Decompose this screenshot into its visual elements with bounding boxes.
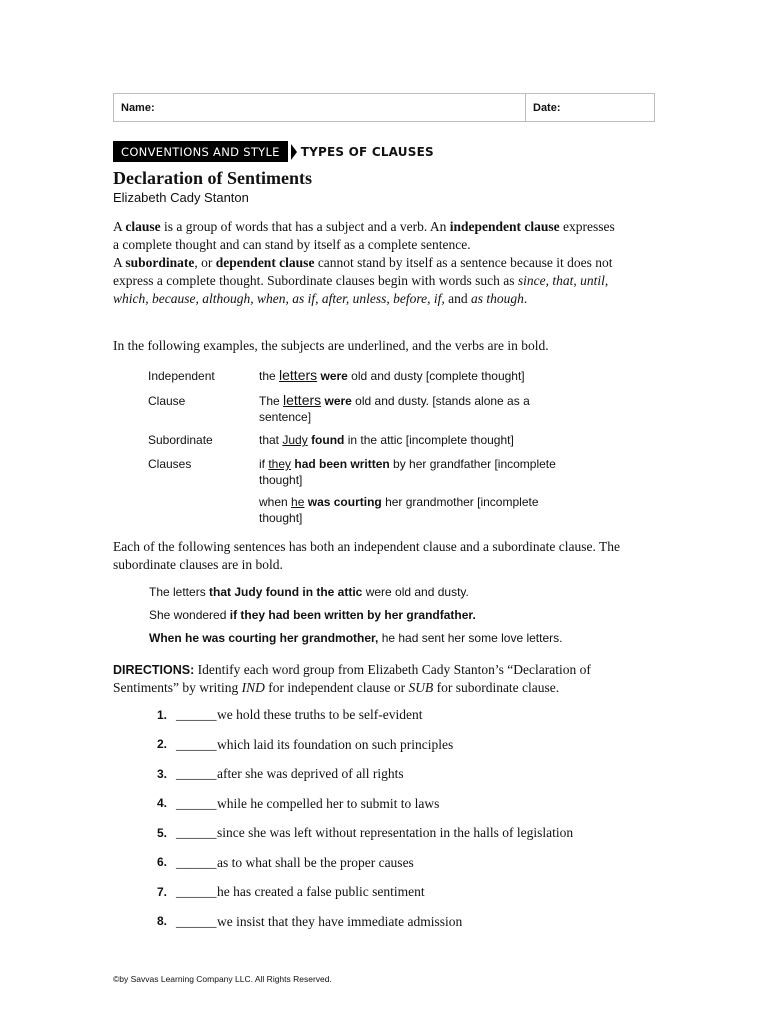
example-label-independent: Independent [148,369,215,383]
question-text: we hold these truths to be self-evident [217,707,423,722]
question-number: 8. [156,914,167,928]
question-text: we insist that they have immediate admission [217,914,463,929]
section2-intro: Each of the following sentences has both an independent clause and a subordinate clause. The subordinate clauses are in bold. [113,539,620,573]
answer-blank[interactable]: ______ [176,825,217,840]
answer-blank[interactable]: ______ [176,884,217,899]
intro-paragraph-2: A subordinate, or dependent clause cannot stand by itself as a sentence because it does not express a complete thought. Subordinate clauses begin with words such as since, that, until, which, because, although, when, as if, after, unless, before, if, and as though. [113,255,613,307]
example-row: if they had been written by her grandfather [incomplete thought] [259,457,556,487]
page-author: Elizabeth Cady Stanton [113,190,249,205]
example-label-clause: Clause [148,394,186,408]
answer-blank[interactable]: ______ [176,737,217,752]
question-text: since she was left without representation in the halls of legislation [217,825,574,840]
answer-blank[interactable]: ______ [176,855,217,870]
answer-blank[interactable]: ______ [176,766,217,781]
banner-topic: TYPES OF CLAUSES [300,144,434,159]
question-number: 1. [156,708,167,722]
banner-tag: CONVENTIONS AND STYLE [113,141,288,162]
question-text: as to what shall be the proper causes [217,855,414,870]
intro-paragraph-1: A clause is a group of words that has a subject and a verb. An independent clause expresses a complete thought and can stand by itself as a complete sentence. [113,219,615,253]
date-label: Date: [533,101,561,114]
example-label-clauses: Clauses [148,457,192,471]
question-number: 2. [156,737,167,751]
question-number: 3. [156,767,167,781]
banner-arrow-icon [291,144,297,160]
example-row: The letters were old and dusty. [stands alone as a sentence] [259,392,530,424]
example-sentence-3: When he was courting her grandmother, he had sent her some love letters. [149,631,563,645]
question-text: after she was deprived of all rights [217,766,404,781]
question-number: 4. [156,796,167,810]
question-text: while he compelled her to submit to laws [217,796,440,811]
intro-paragraph-3: In the following examples, the subjects are underlined, and the verbs are in bold. [113,338,549,353]
question-text: he has created a false public sentiment [217,884,425,899]
name-date-box [113,93,655,122]
name-label: Name: [121,101,155,114]
answer-blank[interactable]: ______ [176,796,217,811]
example-label-subordinate: Subordinate [148,433,213,447]
example-row: that Judy found in the attic [incomplete thought] [259,433,514,447]
question-number: 5. [156,826,167,840]
answer-blank[interactable]: ______ [176,914,217,929]
copyright-footer: ©by Savvas Learning Company LLC. All Rights Reserved. [113,974,332,984]
section-banner [113,141,434,162]
date-field[interactable] [526,94,654,121]
name-field[interactable] [114,94,526,121]
page-title: Declaration of Sentiments [113,168,312,188]
directions-label: DIRECTIONS: [113,663,195,677]
example-row: when he was courting her grandmother [incomplete thought] [259,495,539,525]
example-sentence-2: She wondered if they had been written by her grandfather. [149,608,476,622]
example-row: the letters were old and dusty [complete thought] [259,367,525,383]
question-text: which laid its foundation on such principles [217,737,454,752]
question-number: 7. [156,885,167,899]
answer-blank[interactable]: ______ [176,707,217,722]
example-sentence-1: The letters that Judy found in the attic were old and dusty. [149,585,469,599]
directions: DIRECTIONS: Identify each word group from Elizabeth Cady Stanton’s “Declaration of Sentiments” by writing IND for independent clause or SUB for subordinate clause. [113,662,591,696]
question-number: 6. [156,855,167,869]
